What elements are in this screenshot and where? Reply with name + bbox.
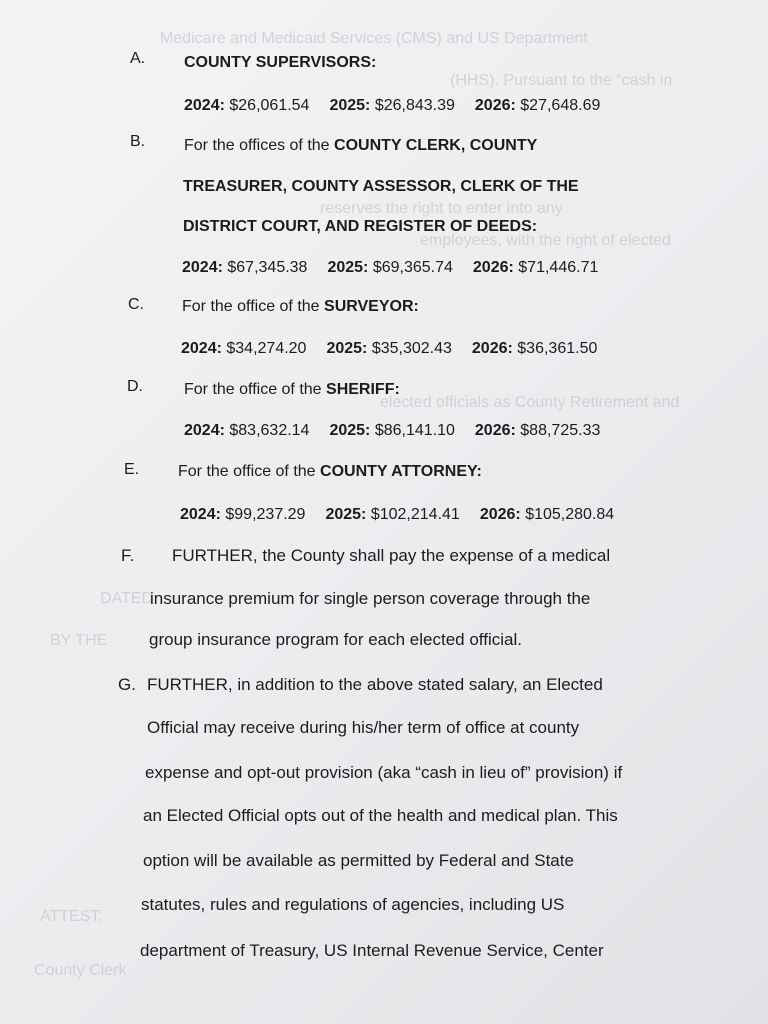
year-label: 2025: bbox=[326, 340, 368, 357]
salary-value: $102,214.41 bbox=[370, 506, 460, 523]
salary-row bbox=[181, 340, 617, 358]
year-label: 2025: bbox=[329, 97, 371, 114]
paragraph-line: department of Treasury, US Internal Revenue Service, Center bbox=[140, 941, 604, 960]
section-letter: A. bbox=[130, 50, 146, 67]
salary-value: $99,237.29 bbox=[225, 506, 306, 523]
section-letter: D. bbox=[127, 378, 143, 395]
year-label: 2024: bbox=[180, 506, 221, 523]
bleed-through-text: (HHS). Pursuant to the “cash in bbox=[450, 72, 673, 89]
section-title: TREASURER, COUNTY ASSESSOR, CLERK OF THE bbox=[183, 178, 579, 195]
section-letter: B. bbox=[130, 133, 146, 150]
bleed-through-text: elected officials as County Retirement and bbox=[380, 394, 680, 411]
salary-value: $34,274.20 bbox=[226, 340, 307, 357]
section-title: SURVEYOR: bbox=[324, 298, 419, 315]
year-label: 2026: bbox=[471, 340, 513, 357]
year-label: 2026: bbox=[474, 97, 516, 114]
paragraph-line: an Elected Official opts out of the health and medical plan. This bbox=[143, 806, 618, 825]
section-intro: For the offices of the COUNTY CLERK, COUNTY bbox=[184, 137, 538, 154]
salary-value: $83,632.14 bbox=[229, 422, 310, 439]
paragraph-letter: F. bbox=[121, 546, 135, 565]
paragraph-letter: G. bbox=[118, 675, 136, 694]
bleed-through-text: Medicare and Medicaid Services (CMS) and US Department bbox=[160, 30, 588, 47]
year-label: 2025: bbox=[329, 422, 371, 439]
paragraph-line: insurance premium for single person coverage through the bbox=[150, 589, 591, 608]
year-label: 2025: bbox=[327, 259, 369, 276]
salary-value: $71,446.71 bbox=[518, 259, 599, 276]
section-intro: For the office of the COUNTY ATTORNEY: bbox=[178, 463, 482, 480]
year-label: 2024: bbox=[182, 259, 223, 276]
section-title: SHERIFF: bbox=[326, 381, 400, 398]
salary-value: $26,843.39 bbox=[374, 97, 455, 114]
paragraph-line: option will be available as permitted by Federal and State bbox=[143, 851, 574, 870]
year-label: 2026: bbox=[479, 506, 521, 523]
section-title: DISTRICT COURT, AND REGISTER OF DEEDS: bbox=[183, 218, 538, 235]
year-label: 2025: bbox=[325, 506, 367, 523]
section-intro: For the office of the SHERIFF: bbox=[184, 381, 400, 398]
paragraph-line: Official may receive during his/her term of office at county bbox=[147, 718, 580, 737]
paragraph-line: statutes, rules and regulations of agencies, including US bbox=[141, 895, 565, 914]
salary-value: $88,725.33 bbox=[520, 422, 601, 439]
year-label: 2024: bbox=[184, 422, 225, 439]
bleed-through-text: employees, with the right of elected bbox=[420, 232, 671, 249]
year-label: 2024: bbox=[184, 97, 225, 114]
salary-value: $35,302.43 bbox=[371, 340, 452, 357]
paragraph-line: group insurance program for each elected official. bbox=[149, 630, 522, 649]
salary-value: $86,141.10 bbox=[374, 422, 455, 439]
salary-value: $36,361.50 bbox=[517, 340, 598, 357]
section-intro: For the office of the SURVEYOR: bbox=[182, 298, 419, 315]
bleed-through-text: BY THE bbox=[50, 632, 108, 649]
paragraph-line: expense and opt-out provision (aka “cash in lieu of” provision) if bbox=[145, 763, 623, 782]
section-title: COUNTY SUPERVISORS: bbox=[184, 54, 377, 71]
paragraph-line: FURTHER, the County shall pay the expense of a medical bbox=[172, 546, 611, 565]
year-label: 2026: bbox=[472, 259, 514, 276]
bleed-through-text: ATTEST: bbox=[40, 908, 103, 925]
section-letter: C. bbox=[128, 296, 144, 313]
section-title: COUNTY CLERK, COUNTY bbox=[334, 137, 538, 154]
year-label: 2026: bbox=[474, 422, 516, 439]
bleed-through-text: reserves the right to enter into any bbox=[320, 200, 563, 217]
section-title: COUNTY ATTORNEY: bbox=[320, 463, 482, 480]
year-label: 2024: bbox=[181, 340, 222, 357]
salary-row bbox=[180, 506, 634, 524]
paragraph-line: FURTHER, in addition to the above stated salary, an Elected bbox=[147, 675, 603, 694]
salary-row bbox=[184, 97, 620, 115]
salary-row bbox=[182, 259, 618, 277]
salary-value: $69,365.74 bbox=[372, 259, 453, 276]
bleed-through-text: DATED bbox=[100, 590, 154, 607]
bleed-through-text: County Clerk bbox=[34, 962, 127, 979]
salary-value: $27,648.69 bbox=[520, 97, 601, 114]
salary-value: $26,061.54 bbox=[229, 97, 310, 114]
salary-row bbox=[184, 422, 620, 440]
salary-value: $67,345.38 bbox=[227, 259, 308, 276]
section-letter: E. bbox=[124, 461, 140, 478]
salary-value: $105,280.84 bbox=[525, 506, 615, 523]
